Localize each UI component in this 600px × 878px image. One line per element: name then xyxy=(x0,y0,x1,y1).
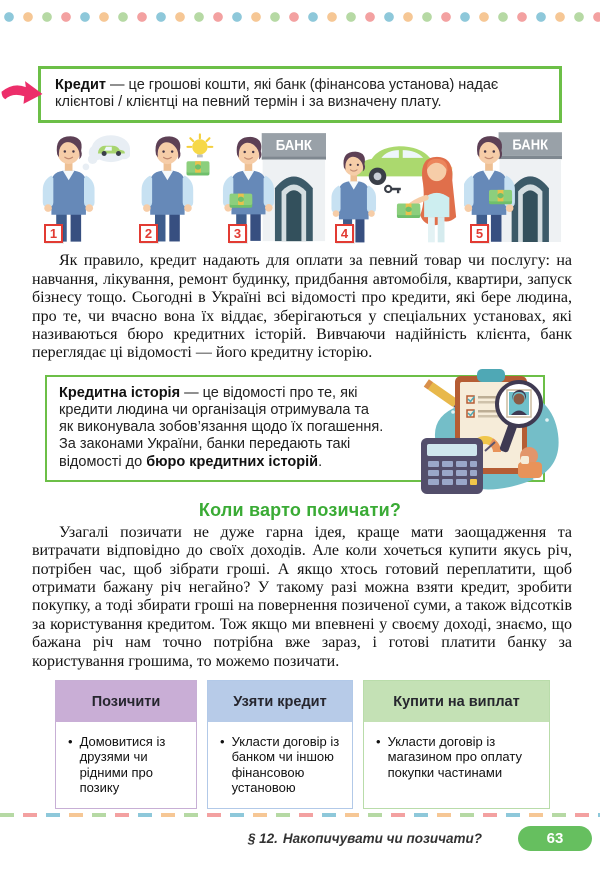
card-bullet xyxy=(220,734,346,795)
page-number-badge: 63 xyxy=(518,826,592,851)
footer-section-title xyxy=(248,831,482,846)
bank-sign-label: БАНК xyxy=(275,136,312,154)
scene-idea-to-borrow xyxy=(133,130,219,244)
lightbulb-icon xyxy=(192,140,207,155)
card-title: Узяти кредит xyxy=(208,681,352,722)
calculator-icon xyxy=(421,438,483,494)
option-card-credit xyxy=(207,680,353,809)
bank-sign-label: БАНК xyxy=(512,135,549,154)
definition-term: Кредит xyxy=(55,77,106,93)
definition-text: — це відомості про те, які кредити людина чи організація отримувала та як виконувала зобов’язання щодо їх погашення. За законами України, банки передають такі відомості до xyxy=(59,384,384,470)
definition-bold-term: бюро кредитних історій xyxy=(146,453,319,470)
options-row xyxy=(55,680,550,809)
card-bullet-text: Укласти договір із банком чи іншою фінансовою установою xyxy=(231,734,340,795)
decorative-dots-top xyxy=(4,12,600,22)
bullet-dot: • xyxy=(376,734,381,750)
scene-number-badge: 5 xyxy=(470,224,489,243)
paragraph-credit-info: Як правило, кредит надають для оплати за певний товар чи послугу: на навчання, лікування, ремонт будинку, придбання автомобіля, квартири, запуск бізнесу тощо. Сьогодні в Україні всі відомості про кредити, які бере людина, про те, чи вчасно вона їх віддає, зберігаються у спеціальних установах, які називаються бюро кредитних історій. Вивчаючи надійність клієнта, банк переглядає ці відомості — його кредитну історію. xyxy=(32,252,572,362)
option-card-borrow xyxy=(55,680,197,809)
scene-buying-car xyxy=(329,130,461,244)
scene-number-badge: 4 xyxy=(335,224,354,243)
scene-number-badge: 3 xyxy=(228,224,247,243)
scene-number-badge: 1 xyxy=(44,224,63,243)
card-bullet-text: Укласти договір із магазином про оплату покупки частинами xyxy=(387,734,522,780)
paragraph-when-to-borrow: Узагалі позичати не дуже гарна ідея, краще мати заощадження та витрачати відповідно до своїх доходів. Але коли хочеться купити якусь річ, потрібен час, щоб зібрати гроші. А якщо хтось готовий переплатити, щоб отримати бажану річ негайно? У такому разі можна взяти кредит, зробити покупку, а тоді збирати гроші на повернення позиченої суми, а також відсотків за користування кредитом. Тож якщо ми впевнені у своєму доході, знаємо, що бажана річ нам точно потрібна вже зараз, і готові платити банку за користування грошима, то можемо позичати. xyxy=(32,523,572,670)
illustration-strip xyxy=(38,130,562,244)
scene-repaying-loan xyxy=(464,130,562,244)
section-title: Накопичувати чи позичати? xyxy=(282,831,482,847)
scene-number-badge: 2 xyxy=(139,224,158,243)
section-heading: Коли варто позичати? xyxy=(198,499,402,520)
card-bullet-text: Домовитися із друзями чи рідними про позику xyxy=(79,734,166,795)
scene-thinking-about-car xyxy=(38,130,130,244)
card-title: Позичити xyxy=(56,681,196,722)
car-keys-icon xyxy=(385,186,401,193)
definition-box-credit xyxy=(38,66,562,123)
definition-term: Кредитна історія xyxy=(59,384,181,401)
bullet-dot: • xyxy=(68,734,73,750)
definition-text: — це грошові кошти, які банк (фінансова установа) надає клієнтові / клієнтці на певний термін і за визначену плату. xyxy=(55,77,499,111)
bullet-dot: • xyxy=(220,734,225,750)
thought-bubble-car-icon xyxy=(83,136,130,171)
definition-text-end: . xyxy=(318,453,323,470)
pink-arrow-icon xyxy=(0,74,44,114)
option-card-installment xyxy=(363,680,550,809)
decorative-dashed-line-bottom xyxy=(0,813,600,817)
credit-history-illustration-icon xyxy=(415,360,569,502)
scene-bank-gives-loan xyxy=(222,130,326,244)
section-reference: § 12. xyxy=(247,831,278,847)
card-bullet xyxy=(376,734,543,780)
card-bullet xyxy=(68,734,190,795)
card-title: Купити на виплат xyxy=(364,681,549,722)
page-footer xyxy=(0,826,592,851)
